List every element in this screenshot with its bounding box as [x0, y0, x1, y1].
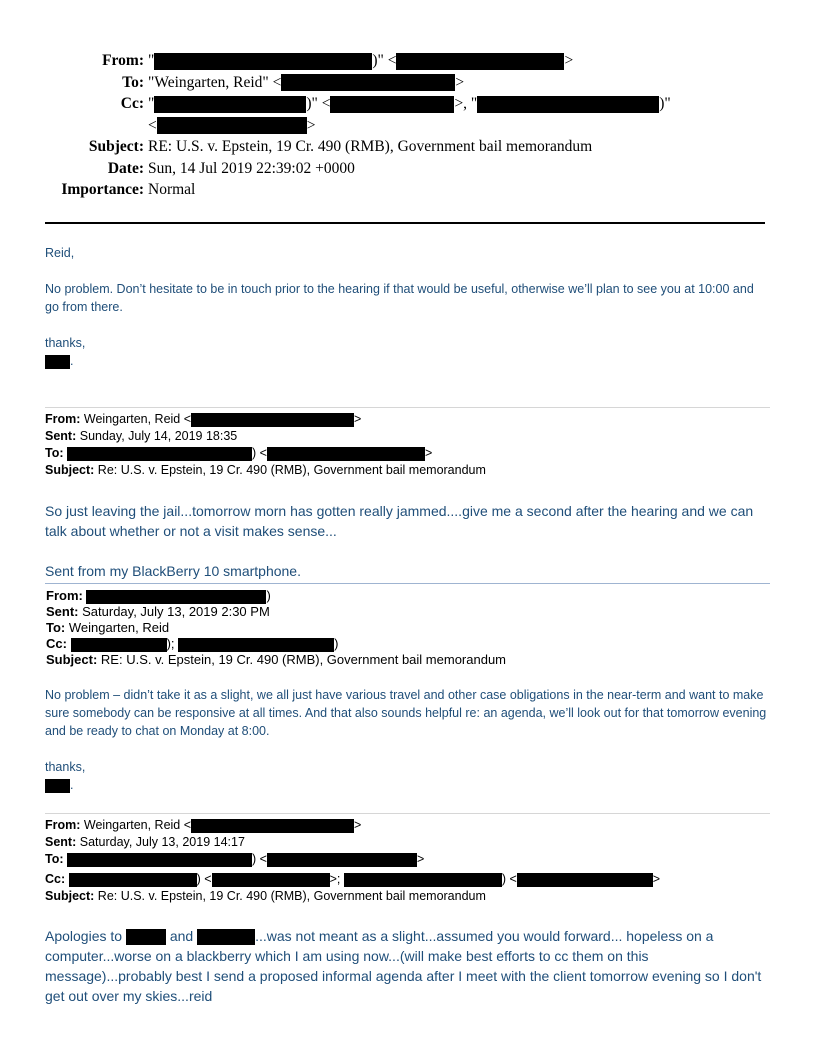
redaction-box: [267, 447, 425, 461]
redaction-box: [191, 819, 354, 833]
redaction-box: [45, 779, 70, 793]
msg2-sent-value: Sunday, July 14, 2019 18:35: [79, 429, 238, 443]
redaction-box: [178, 638, 334, 652]
msg2-to-row: To: ) < >: [45, 446, 433, 460]
redaction-box: [344, 873, 502, 887]
redaction-box: [86, 590, 266, 604]
header-subject-value: RE: U.S. v. Epstein, 19 Cr. 490 (RMB), Government bail memorandum: [148, 138, 593, 155]
header-to-row: To: "Weingarten, Reid" < >: [122, 73, 465, 91]
msg4-cc-row: Cc: ) < >; ) < >: [45, 872, 661, 886]
msg2-sent-row: Sent: Sunday, July 14, 2019 18:35: [45, 429, 238, 443]
redaction-box: [197, 929, 255, 945]
redaction-box: [477, 96, 659, 113]
header-date-label: Date:: [107, 159, 144, 177]
msg4-divider: [45, 813, 770, 814]
redaction-box: [67, 853, 252, 867]
redaction-box: [71, 638, 167, 652]
msg3-sent-value: Saturday, July 13, 2019 2:30 PM: [82, 604, 270, 619]
msg3-divider: [45, 583, 770, 584]
redaction-box: [45, 355, 70, 369]
redaction-box: [157, 117, 307, 134]
msg3-signature: .: [45, 776, 73, 794]
header-to-value: "Weingarten, Reid" <: [148, 73, 282, 91]
msg3-subject-value: RE: U.S. v. Epstein, 19 Cr. 490 (RMB), Government bail memorandum: [100, 652, 506, 667]
msg3-from-row: From: ): [46, 588, 271, 603]
header-subject-row: [0, 138, 816, 160]
header-from-label: From:: [102, 52, 144, 69]
msg2-subject-value: Re: U.S. v. Epstein, 19 Cr. 490 (RMB), Government bail memorandum: [97, 463, 486, 477]
msg2-body: So just leaving the jail...tomorrow morn has gotten really jammed....give me a second after the hearing and we can talk about whether or not a visit makes sense...: [45, 503, 754, 539]
redaction-box: [396, 53, 564, 70]
msg4-from-value: Weingarten, Reid <: [83, 818, 192, 832]
redaction-box: [126, 929, 166, 945]
header-divider: [45, 222, 765, 224]
redaction-box: [267, 853, 417, 867]
msg2-subject-row: Subject: Re: U.S. v. Epstein, 19 Cr. 490 (RMB), Government bail memorandum: [45, 463, 486, 477]
msg4-to-row: To: ) < >: [45, 852, 425, 866]
header-cc-row-cont: < >: [148, 116, 316, 134]
redaction-box: [517, 873, 653, 887]
msg3-subject-row: Subject: RE: U.S. v. Epstein, 19 Cr. 490 (RMB), Government bail memorandum: [46, 652, 506, 667]
msg2-signature: Sent from my BlackBerry 10 smartphone.: [45, 563, 301, 579]
msg4-subject-row: Subject: Re: U.S. v. Epstein, 19 Cr. 490 (RMB), Government bail memorandum: [45, 889, 486, 903]
msg3-body: No problem – didn’t take it as a slight, we all just have various travel and other case obligations in the near-term and want to make sure somebody can be responsive at all times. And that also sounds helpful re: an agenda, we’ll look out for that tomorrow evening and be ready to chat on Monday at 8:00.: [45, 688, 767, 738]
redaction-box: [212, 873, 330, 887]
header-importance-row: [0, 181, 816, 203]
header-from-row: From: " )" < >: [102, 52, 574, 69]
header-importance-label: Importance:: [61, 181, 144, 198]
msg3-sent-row: Sent: Saturday, July 13, 2019 2:30 PM: [46, 604, 270, 619]
header-date-row: [0, 160, 816, 182]
msg1-signature: .: [45, 352, 73, 370]
email-header: [0, 52, 816, 203]
header-importance-value: Normal: [148, 181, 196, 198]
msg3-cc-row: Cc: ); ): [46, 636, 339, 651]
msg1-signoff: thanks,: [45, 336, 86, 350]
msg4-from-row: From: Weingarten, Reid < >: [45, 818, 362, 832]
msg2-from-row: From: Weingarten, Reid < >: [45, 412, 362, 426]
msg3-signoff: thanks,: [45, 760, 86, 774]
redaction-box: [67, 447, 252, 461]
redaction-box: [191, 413, 354, 427]
msg3-to-value: Weingarten, Reid: [68, 620, 170, 635]
msg1-greeting: Reid,: [45, 246, 75, 260]
redaction-box: [69, 873, 197, 887]
msg3-to-row: To: Weingarten, Reid: [46, 620, 170, 635]
redaction-box: [281, 74, 455, 91]
msg4-body: Apologies to and ...was not meant as a slight...assumed you would forward... hopeless on a computer...worse on a blackberry which I am using now...(will make best efforts to cc them on this message)...probably best I send a proposed informal agenda after I meet with the client tomorrow evening so I don't get out over my skies...reid: [45, 928, 762, 1004]
msg2-divider: [45, 407, 770, 408]
msg4-sent-row: Sent: Saturday, July 13, 2019 14:17: [45, 835, 245, 849]
header-to-label: To:: [122, 73, 144, 91]
redaction-box: [330, 96, 454, 113]
msg2-from-value: Weingarten, Reid <: [83, 412, 192, 426]
header-date-value: Sun, 14 Jul 2019 22:39:02 +0000: [148, 159, 355, 177]
msg1-body: No problem. Don’t hesitate to be in touch prior to the hearing if that would be useful, otherwise we’ll plan to see you at 10:00 and go from there.: [45, 282, 754, 314]
header-subject-label: Subject:: [88, 138, 144, 155]
header-cc-row: Cc: " )" < >, " )": [120, 95, 671, 112]
msg4-subject-value: Re: U.S. v. Epstein, 19 Cr. 490 (RMB), Government bail memorandum: [97, 889, 486, 903]
msg4-sent-value: Saturday, July 13, 2019 14:17: [79, 835, 245, 849]
header-cc-label: Cc:: [120, 95, 144, 112]
redaction-box: [154, 96, 306, 113]
redaction-box: [154, 53, 372, 70]
